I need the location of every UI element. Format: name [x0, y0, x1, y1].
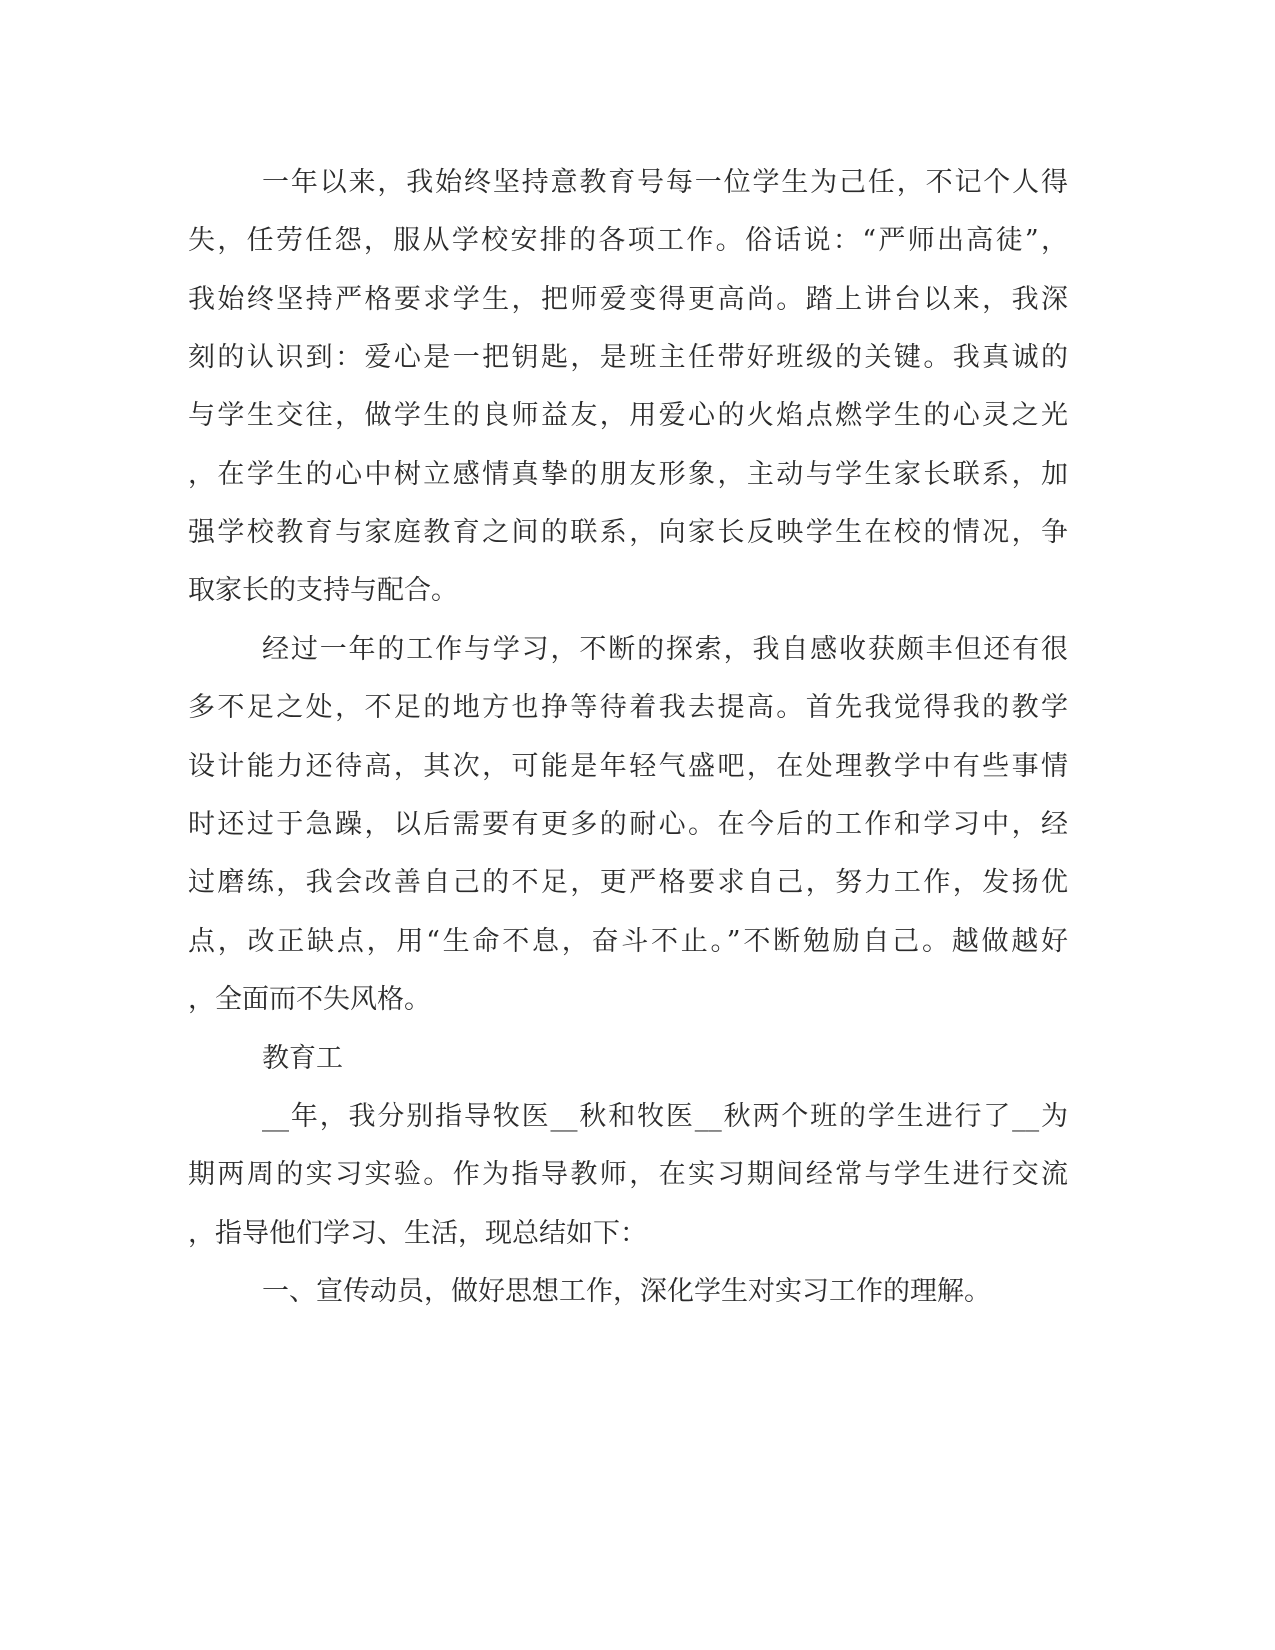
section-heading: 教育工 — [262, 1043, 343, 1074]
paragraph-1-line-1: 一年以来，我始终坚持意教育号每一位学生为己任，不记个人得 — [262, 167, 1068, 198]
paragraph-2-line-6: 点，改正缺点，用“生命不息，奋斗不止。”不断勉励自己。越做越好 — [188, 926, 1068, 957]
paragraph-1-line-5: 与学生交往，做学生的良师益友，用爱心的火焰点燃学生的心灵之光 — [188, 400, 1068, 431]
paragraph-2-line-4: 时还过于急躁，以后需要有更多的耐心。在今后的工作和学习中，经 — [188, 809, 1068, 840]
paragraph-1-line-2: 失，任劳任怨，服从学校安排的各项工作。俗话说：“严师出高徒”， — [188, 225, 1068, 256]
paragraph-2-line-3: 设计能力还待高，其次，可能是年轻气盛吧，在处理教学中有些事情 — [188, 751, 1068, 782]
paragraph-1-line-6: ，在学生的心中树立感情真挚的朋友形象，主动与学生家长联系，加 — [188, 459, 1068, 490]
section-1-title: 一、宣传动员，做好思想工作，深化学生对实习工作的理解。 — [262, 1276, 991, 1307]
paragraph-1-line-4: 刻的认识到：爱心是一把钥匙，是班主任带好班级的关键。我真诚的 — [188, 342, 1068, 373]
paragraph-1-line-3: 我始终坚持严格要求学生，把师爱变得更高尚。踏上讲台以来，我深 — [188, 284, 1068, 315]
paragraph-2-line-2: 多不足之处，不足的地方也挣等待着我去提高。首先我觉得我的教学 — [188, 692, 1068, 723]
paragraph-3-line-1: __年，我分别指导牧医__秋和牧医__秋两个班的学生进行了__为 — [262, 1101, 1068, 1132]
paragraph-1-line-7: 强学校教育与家庭教育之间的联系，向家长反映学生在校的情况，争 — [188, 517, 1068, 548]
paragraph-3-line-3: ，指导他们学习、生活，现总结如下： — [188, 1218, 647, 1249]
paragraph-1-line-8: 取家长的支持与配合。 — [188, 575, 458, 606]
paragraph-2-line-5: 过磨练，我会改善自己的不足，更严格要求自己，努力工作，发扬优 — [188, 867, 1068, 898]
paragraph-3-line-2: 期两周的实习实验。作为指导教师，在实习期间经常与学生进行交流 — [188, 1159, 1068, 1190]
paragraph-2-line-7: ，全面而不失风格。 — [188, 984, 431, 1015]
paragraph-2-line-1: 经过一年的工作与学习，不断的探索，我自感收获颇丰但还有很 — [262, 634, 1068, 665]
